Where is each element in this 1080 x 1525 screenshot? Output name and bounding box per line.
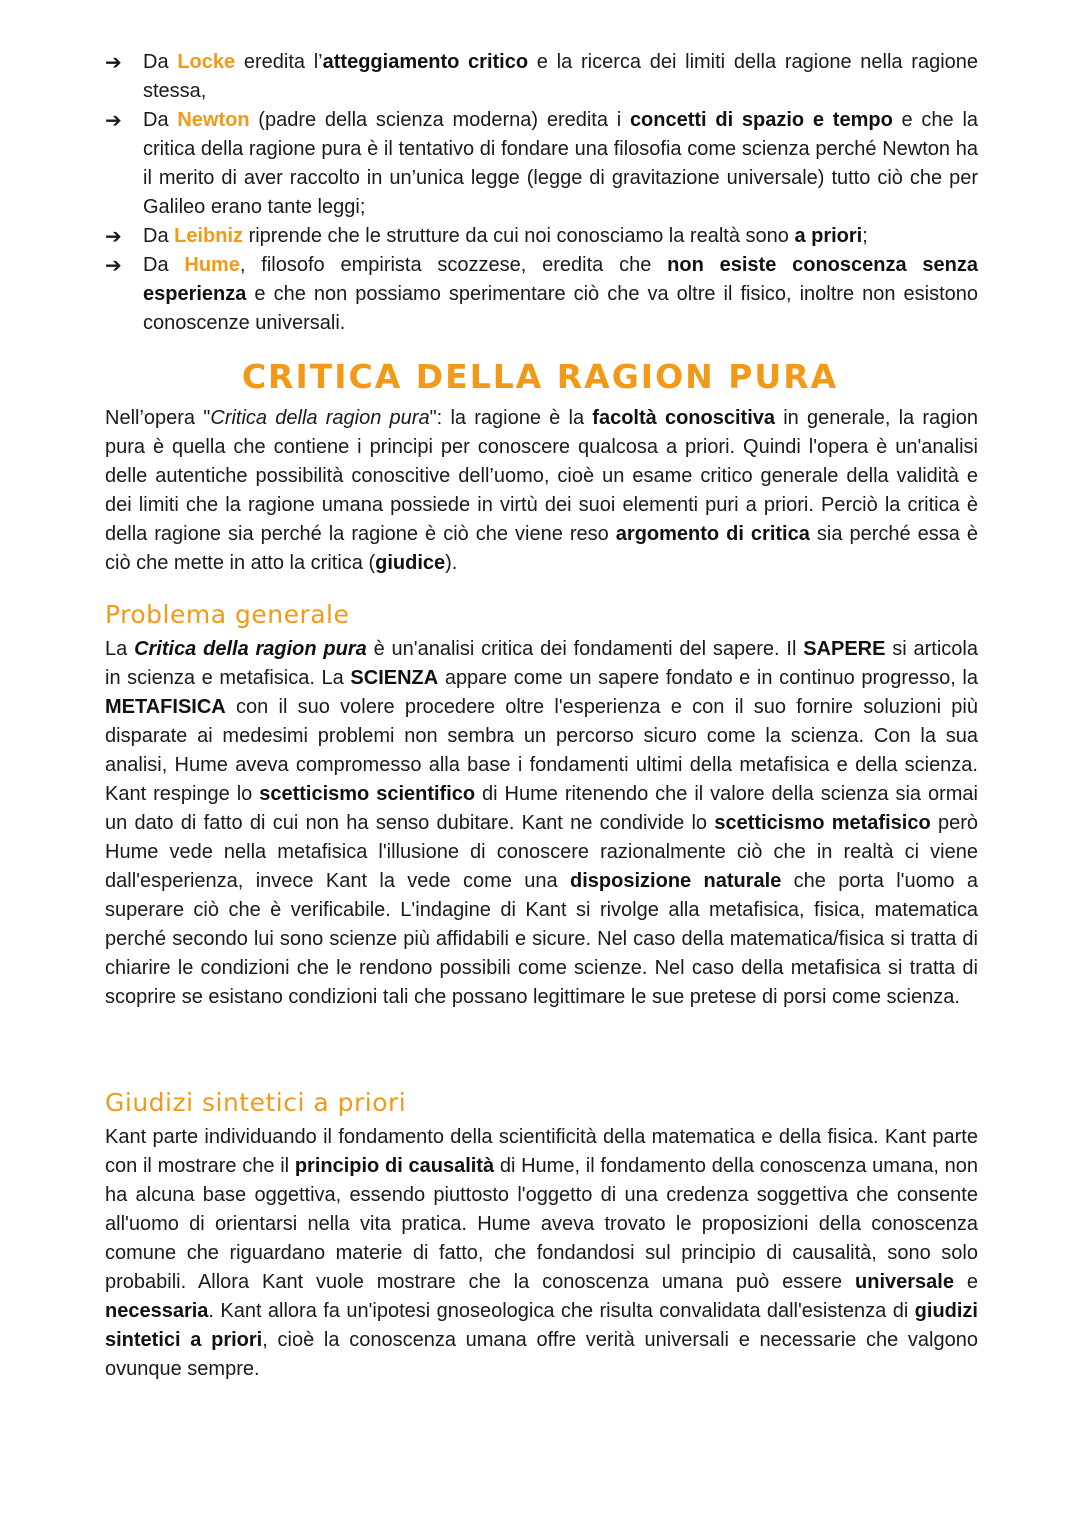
philosopher-name: Hume [184,254,240,276]
philosopher-name: Newton [177,109,250,131]
intro-paragraph: Nell’opera "Critica della ragion pura": la ragione è la facoltà conoscitiva in generale, la ragion pura è quella che contiene i principi per conoscere qualcosa a priori. Quindi l'opera è un'analisi delle autentiche possibilità conoscitive dell’uomo, cioè un esame critico generale della validità e dei limiti che la ragione umana possiede in virtù dei suoi elementi puri a priori. Perciò la critica è della ragione sia perché la ragione è ciò che viene reso argomento di critica sia perché essa è ciò che mette in atto la critica (giudice). [105,407,978,574]
list-item: ➔ Da Newton (padre della scienza moderna) eredita i concetti di spazio e tempo e che la critica della ragione pura è il tentativo di fondare una filosofia come scienza perché Newton ha il merito di aver raccolto in un’unica legge (legge di gravitazione universale) tutto ciò che per Galileo erano tante leggi; [105,108,979,218]
arrow-icon: ➔ [105,224,122,248]
list-item: ➔ Da Leibniz riprende che le strutture da cui noi conosciamo la realtà sono a priori; [105,222,978,251]
list-item: ➔ Da Locke eredita l’atteggiamento critico e la ricerca dei limiti della ragione nella ragione stessa, [105,50,979,102]
section-heading-problema: Problema generale [105,600,350,629]
section-heading-giudizi: Giudizi sintetici a priori [105,1088,407,1117]
philosopher-influences-list [105,48,978,338]
list-item: ➔ Da Hume, filosofo empirista scozzese, eredita che non esiste conoscenza senza esperienza e che non possiamo sperimentare ciò che va oltre il fisico, inoltre non esistono conoscenze universali. [105,253,978,334]
section-paragraph-problema: La Critica della ragion pura è un'analisi critica dei fondamenti del sapere. Il SAPERE si articola in scienza e metafisica. La SCIENZA appare come un sapere fondato e in continuo progresso, la METAFISICA con il suo volere procedere oltre l'esperienza e con il suo fornire soluzioni più disparate ai medesimi problemi non sembra un percorso sicuro come la scienza. Con la sua analisi, Hume aveva compromesso alla base i fondamenti ultimi della metafisica e della scienza. Kant respinge lo scetticismo scientifico di Hume ritenendo che il valore della scienza sia ormai un dato di fatto di cui non ha senso dubitare. Kant ne condivide lo scetticismo metafisico però Hume vede nella metafisica l'illusione di conoscere razionalmente ciò che in realtà ci viene dall'esperienza, invece Kant la vede come una disposizione naturale che porta l'uomo a superare ciò che è verificabile. L'indagine di Kant si rivolge alla metafisica, fisica, matematica perché secondo lui sono scienze più affidabili e sicure. Nel caso della matematica/fisica si tratta di chiarire le condizioni che le rendono possibili come scienze. Nel caso della metafisica si tratta di scoprire se esistano condizioni tali che possano legittimare le sue pretese di porsi come scienza. [105,638,979,1008]
section-paragraph-giudizi: Kant parte individuando il fondamento della scientificità della matematica e della fisica. Kant parte con il mostrare che il principio di causalità di Hume, il fondamento della conoscenza umana, non ha alcuna base oggettiva, essendo piuttosto l'oggetto di una credenza soggettiva che consente all'uomo di orientarsi nella vita pratica. Hume aveva trovato le proposizioni della conoscenza comune che riguardano materie di fatto, che fondandosi sul principio di causalità, sono solo probabili. Allora Kant vuole mostrare che la conoscenza umana può essere universale e necessaria. Kant allora fa un'ipotesi gnoseologica che risulta convalidata dall'esistenza di giudizi sintetici a priori, cioè la conoscenza umana offre verità universali e necessarie che valgono ovunque sempre. [105,1126,978,1380]
page-title: CRITICA DELLA RAGION PURA [241,357,839,396]
arrow-icon: ➔ [105,50,122,74]
arrow-icon: ➔ [105,253,122,277]
philosopher-name: Leibniz [174,225,244,247]
philosopher-name: Locke [177,51,236,73]
arrow-icon: ➔ [105,108,122,132]
